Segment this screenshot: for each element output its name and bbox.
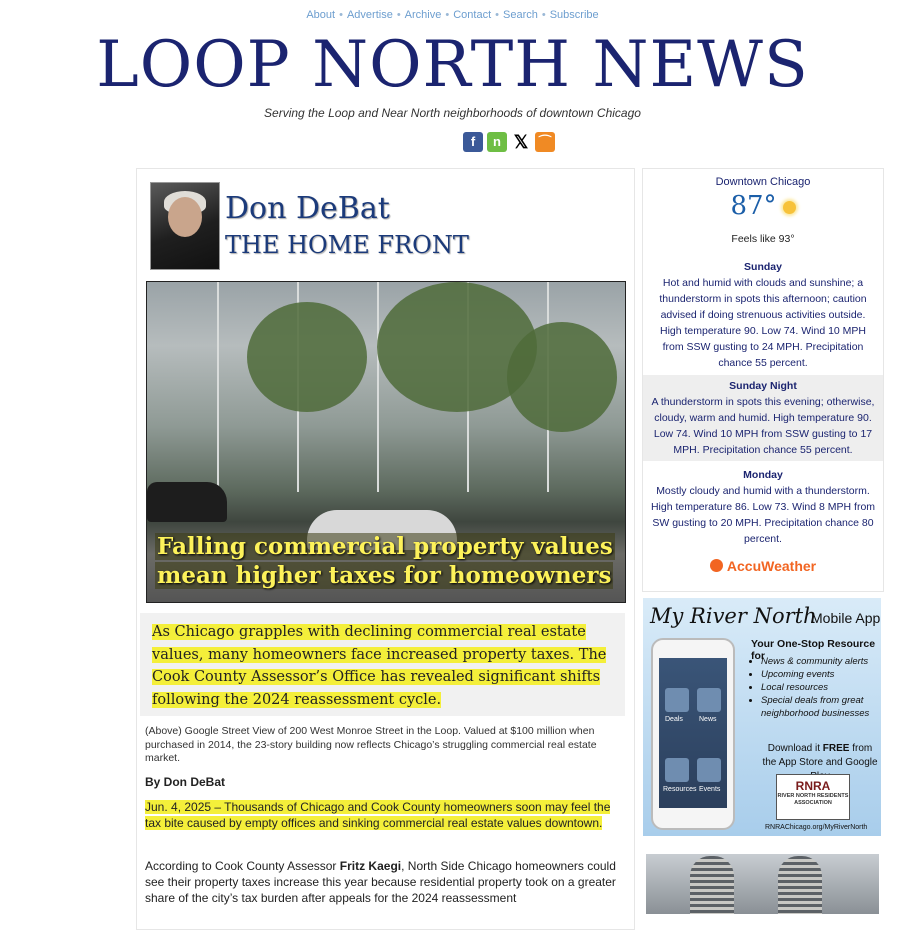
- nextdoor-icon[interactable]: n: [487, 132, 507, 152]
- forecast-monday: Monday Mostly cloudy and humid with a thunderstorm. High temperature 86. Low 73. Wind 8 MPH from SW gusting to 20 MPH. Precipitation chance 80 percent.: [650, 469, 876, 545]
- marina-city-photo: [646, 854, 879, 914]
- nav-separator: •: [339, 9, 343, 21]
- river-north-app-ad[interactable]: [643, 598, 881, 836]
- sun-icon: [783, 201, 796, 214]
- nav-archive-link[interactable]: Archive: [404, 9, 442, 21]
- article-column: [136, 168, 635, 930]
- ad-download-text: Download it FREE from the App Store and Google: [762, 743, 878, 768]
- nav-separator: •: [396, 9, 401, 21]
- ad-title: My River North: [650, 604, 817, 628]
- weather-feels-like: Feels like 93°: [731, 233, 795, 245]
- accuweather-logo[interactable]: AccuWeather: [643, 558, 883, 574]
- ad-feature-list: • News & community alerts • Upcoming events • Local resources • Special deals from great neighborhood businesses: [751, 655, 881, 720]
- weather-temperature: 87°: [643, 191, 883, 221]
- nav-contact-link[interactable]: Contact: [453, 9, 492, 21]
- x-icon[interactable]: 𝕏: [511, 132, 531, 152]
- ad-subtitle: Mobile App: [811, 610, 881, 626]
- nav-separator: •: [445, 9, 450, 21]
- nav-separator: •: [541, 9, 546, 21]
- nav-search-link[interactable]: Search: [503, 9, 538, 21]
- nav-separator: •: [495, 9, 499, 21]
- forecast-sunday: Sunday Hot and humid with clouds and sunshine; a thunderstorm in spots this afternoon; caution advised if doing strenuous activities outside. High temperature 90. Low 74. Wind 10 MPH from SSW gusting to 24 MPH. Precipitation chance 55 percent.: [659, 261, 867, 369]
- rss-icon[interactable]: ⌒: [535, 132, 555, 152]
- photo-caption: (Above) Google Street View of 200 West Monroe Street in the Loop. Valued at $100 million when purchased in 2014, the 23-story building now reflects Chicago’s struggling commercial real estate market.: [145, 725, 597, 764]
- rnra-logo: RNRA RIVER NORTH RESIDENTS ASSOCIATION: [776, 774, 850, 820]
- body-paragraph: According to Cook County Assessor Fritz Kaegi, North Side Chicago homeowners could see their property taxes increase this year because residential property took on a greater share of the city’s tax burden after appeals for the 2024 reassessment: [145, 859, 616, 905]
- nav-advertise-link[interactable]: Advertise: [346, 9, 393, 21]
- byline: By Don DeBat: [145, 775, 226, 789]
- hero-caption: Falling commercial property values mean higher taxes for homeowners: [157, 533, 613, 589]
- ad-url: RNRAChicago.org/MyRiverNorth: [765, 824, 868, 831]
- column-name: THE HOME FRONT: [225, 231, 469, 259]
- author-name: Don DeBat: [225, 191, 390, 226]
- article-summary: As Chicago grapples with declining commercial real estate values, many homeowners face increased property taxes. The Cook County Assessor’s Office has revealed significant shifts following the 2024 reassessment cycle.: [140, 613, 625, 716]
- top-navigation: [0, 9, 905, 21]
- nav-about-link[interactable]: About: [306, 9, 336, 21]
- dateline-paragraph: Jun. 4, 2025 – Thousands of Chicago and Cook County homeowners soon may feel the tax bite caused by empty offices and sinking commercial real estate values downtown.: [145, 800, 611, 830]
- nav-subscribe-link[interactable]: Subscribe: [549, 9, 599, 21]
- forecast-sunday-night: Sunday Night A thunderstorm in spots this evening; otherwise, cloudy, warm and humid. High temperature 90. Low 74. Wind 10 MPH from SSW gusting to 17 MPH. Precipitation chance 55 percent.: [643, 375, 883, 461]
- assessor-name: Fritz Kaegi: [339, 859, 402, 873]
- phone-icon: Deals News Resources Events: [651, 638, 735, 830]
- weather-location: Downtown Chicago: [715, 176, 811, 188]
- site-tagline: Serving the Loop and Near North neighborhoods of downtown Chicago: [264, 106, 641, 120]
- accuweather-sun-icon: [710, 559, 723, 572]
- social-icons: [463, 132, 555, 152]
- weather-widget: [642, 168, 884, 592]
- facebook-icon[interactable]: f: [463, 132, 483, 152]
- ad-heading: Your One-Stop Resource for: [751, 638, 876, 662]
- author-photo: [150, 182, 220, 270]
- hero-image: [146, 281, 626, 603]
- site-masthead[interactable]: LOOP NORTH NEWS: [96, 28, 809, 102]
